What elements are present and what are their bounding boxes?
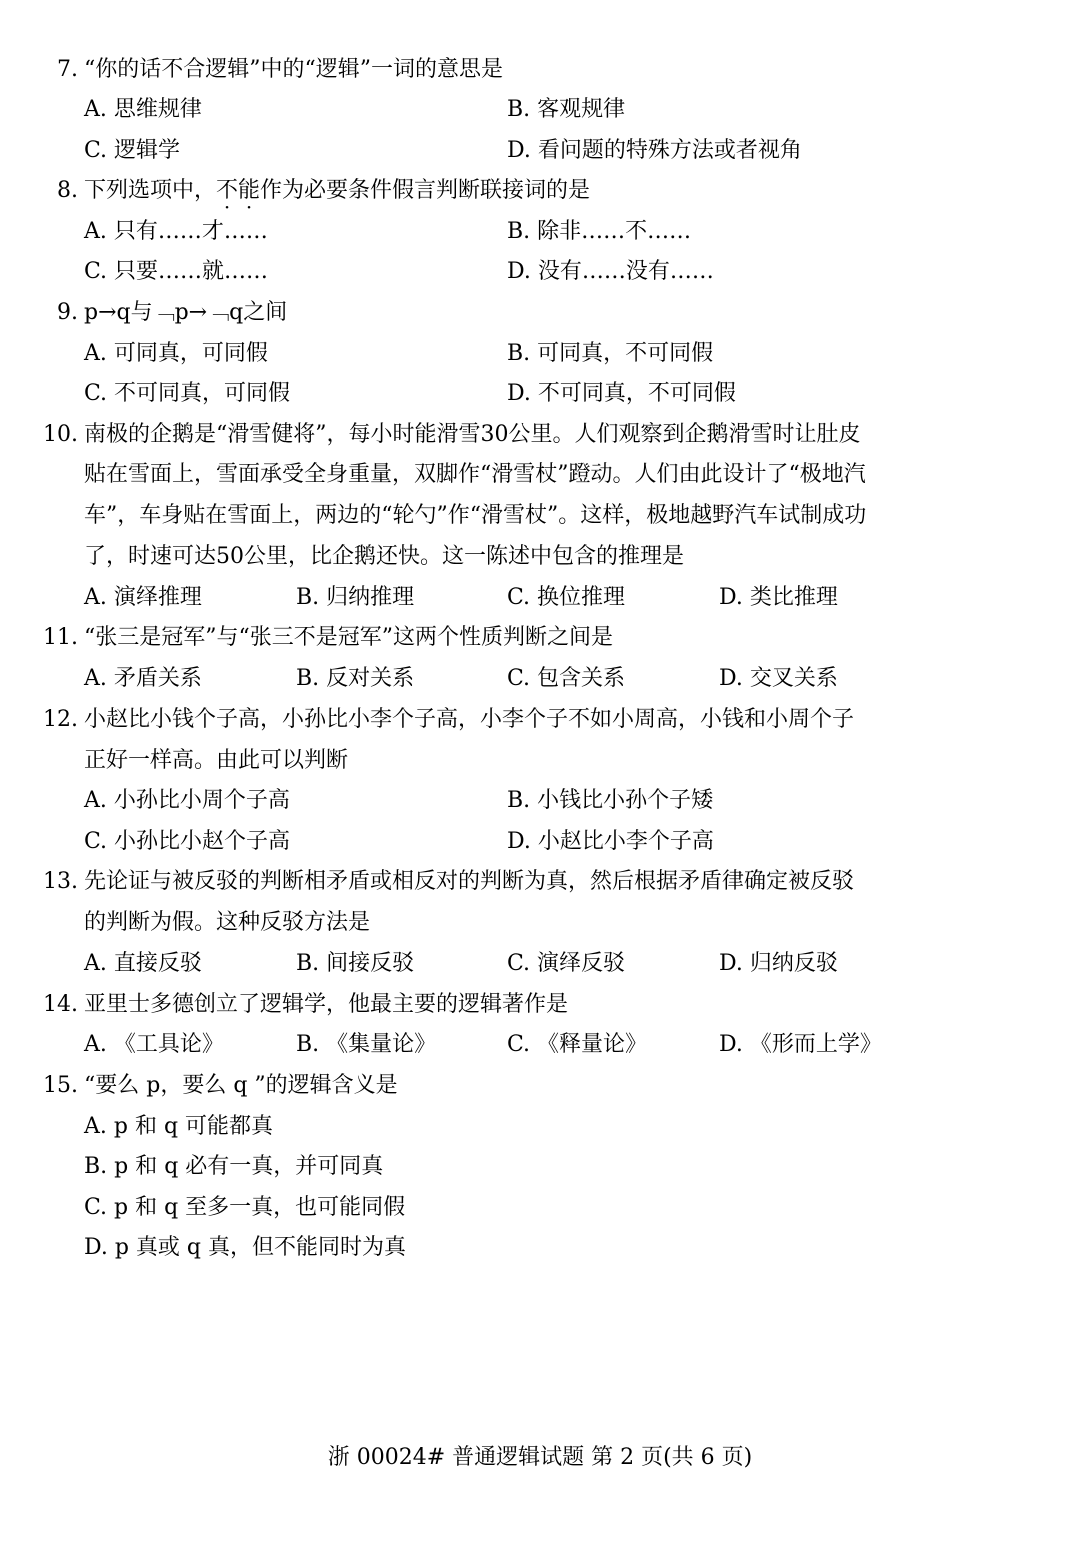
question-stem: “你的话不合逻辑”中的“逻辑”一词的意思是 (84, 57, 503, 82)
question-stem-line: 小赵比小钱个子高，小孙比小李个子高，小李个子不如小周高，小钱和小周个子 (84, 707, 855, 732)
option-d: D. 看问题的特殊方法或者视角 (507, 138, 802, 163)
question-number: 7. (57, 57, 78, 82)
question-number: 12. (43, 707, 78, 732)
option-a: A. 小孙比小周个子高 (84, 788, 290, 813)
option-c: C. 逻辑学 (84, 138, 181, 163)
question-stem-line: 南极的企鹅是“滑雪健将”，每小时能滑雪30公里。人们观察到企鹅滑雪时让肚皮 (84, 422, 861, 447)
option-c: C. 小孙比小赵个子高 (84, 829, 291, 854)
question-stem-line: 先论证与被反驳的判断相矛盾或相反对的判断为真，然后根据矛盾律确定被反驳 (84, 869, 855, 894)
question-stem-line: 车”，车身贴在雪面上，两边的“轮勺”作“滑雪杖”。这样，极地越野汽车试制成功 (84, 503, 867, 528)
question-number: 10. (43, 422, 78, 447)
option-a: A. p 和 q 可能都真 (84, 1114, 274, 1139)
question-stem (84, 176, 590, 206)
question-stem: “要么 p，要么 q ”的逻辑含义是 (84, 1073, 398, 1098)
option-c: C. 换位推理 (507, 585, 626, 610)
option-d: D. 归纳反驳 (719, 951, 838, 976)
option-a: A. 可同真，可同假 (84, 341, 268, 366)
emphasized-char: 能 (238, 178, 261, 203)
option-b: B. 间接反驳 (296, 951, 415, 976)
option-d: D. p 真或 q 真，但不能同时为真 (84, 1235, 406, 1260)
stem-text: 作为必要条件假言判断联接词的是 (260, 178, 591, 203)
option-a: A. 只有……才…… (84, 219, 268, 244)
question-number: 13. (43, 869, 78, 894)
option-a: A. 直接反驳 (84, 951, 202, 976)
question-stem-line: 的判断为假。这种反驳方法是 (84, 910, 371, 935)
option-d: D. 小赵比小李个子高 (507, 829, 714, 854)
question-stem: p→q与﹁p→﹁q之间 (84, 300, 288, 325)
stem-text: 下列选项中， (84, 178, 217, 203)
option-d: D. 《形而上学》 (719, 1032, 882, 1057)
option-b: B. 除非……不…… (507, 219, 692, 244)
option-a: A. 演绎推理 (84, 585, 202, 610)
option-c: C. 包含关系 (507, 666, 626, 691)
question-number: 15. (43, 1073, 78, 1098)
question-stem-line: 了，时速可达50公里，比企鹅还快。这一陈述中包含的推理是 (84, 544, 684, 569)
option-c: C. 不可同真，可同假 (84, 381, 291, 406)
question-number: 11. (43, 625, 78, 650)
question-stem-line: 正好一样高。由此可以判断 (84, 748, 349, 773)
question-stem: “张三是冠军”与“张三不是冠军”这两个性质判断之间是 (84, 625, 613, 650)
option-b: B. 《集量论》 (296, 1032, 437, 1057)
option-d: D. 没有……没有…… (507, 259, 714, 284)
option-a: A. 思维规律 (84, 97, 202, 122)
emphasized-char: 不 (216, 178, 239, 203)
page-footer: 浙 00024# 普通逻辑试题 第 2 页(共 6 页) (327, 1445, 753, 1470)
option-c: C. 演绎反驳 (507, 951, 626, 976)
option-d: D. 类比推理 (719, 585, 838, 610)
question-stem-line: 贴在雪面上，雪面承受全身重量，双脚作“滑雪杖”蹬动。人们由此设计了“极地汽 (84, 462, 866, 487)
option-d: D. 不可同真，不可同假 (507, 381, 736, 406)
option-d: D. 交叉关系 (719, 666, 838, 691)
question-stem: 亚里士多德创立了逻辑学，他最主要的逻辑著作是 (84, 992, 569, 1017)
option-b: B. 可同真，不可同假 (507, 341, 714, 366)
question-number: 8. (57, 178, 78, 203)
option-a: A. 《工具论》 (84, 1032, 224, 1057)
option-b: B. 归纳推理 (296, 585, 415, 610)
option-b: B. p 和 q 必有一真，并可同真 (84, 1154, 384, 1179)
option-a: A. 矛盾关系 (84, 666, 202, 691)
option-c: C. 《释量论》 (507, 1032, 648, 1057)
option-b: B. 反对关系 (296, 666, 415, 691)
option-c: C. 只要……就…… (84, 259, 269, 284)
option-b: B. 小钱比小孙个子矮 (507, 788, 714, 813)
option-b: B. 客观规律 (507, 97, 626, 122)
option-c: C. p 和 q 至多一真，也可能同假 (84, 1195, 406, 1220)
question-number: 9. (57, 300, 78, 325)
question-number: 14. (43, 992, 78, 1017)
